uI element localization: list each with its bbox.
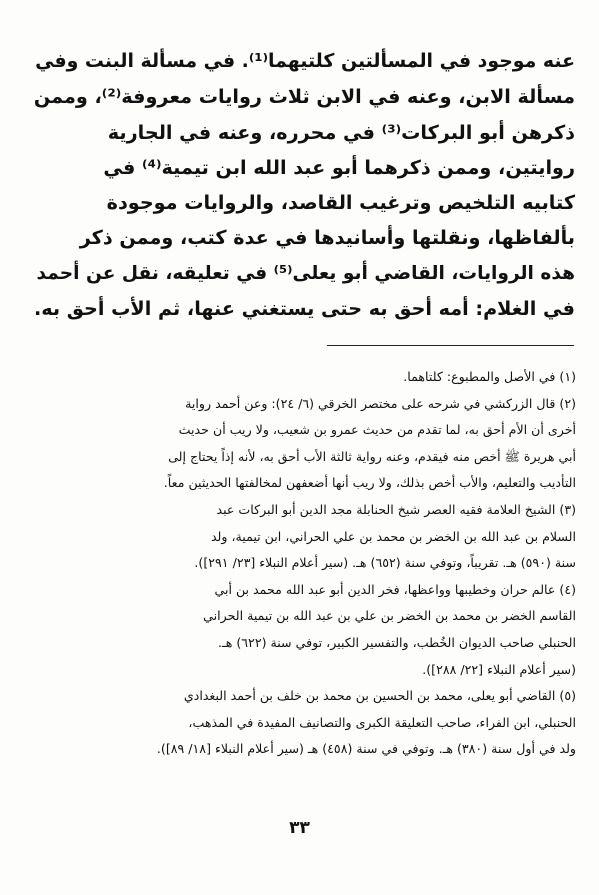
- footnote-line: الحنبلي، ابن الفراء، صاحب التعليقة الكبرى والتصانيف المفيدة في المذهب،: [188, 714, 576, 730]
- body-line: مسألة الابن، وعنه في الابن ثلاث روايات معروفة⁽²⁾، وممن: [33, 85, 575, 109]
- footnote-line: القاسم الخضر بن محمد بن الخضر بن علي بن عبد الله بن تيمية الحراني: [203, 608, 576, 624]
- footnote-line: (سير أعلام النبلاء [٢٢/ ٢٨٨]).: [422, 661, 576, 677]
- footnote-line: (١) في الأصل والمطبوع: كلتاهما.: [403, 369, 576, 384]
- body-line: بألفاظها، ونقلتها وأسانيدها في عدة كتب، وممن ذكر: [79, 226, 575, 250]
- footnote-line: الحنبلي صاحب الديوان الخُطب، والتفسير الكبير، توفي سنة (٦٢٢) هـ.: [218, 634, 576, 650]
- footnote-line: (٢) قال الزركشي في شرحه على مختصر الخرقي (٦/ ٢٤): وعن أحمد رواية: [185, 395, 576, 411]
- body-line: كتابيه التلخيص وترغيب القاصد، والروايات موجودة: [106, 191, 575, 215]
- footnote-line: ولد في أول سنة (٣٨٠) هـ. وتوفي في سنة (٤٥٨) هـ (سير أعلام النبلاء [١٨/ ٨٩]).: [156, 741, 576, 757]
- main-body-text: [30, 44, 575, 326]
- footnote-line: (٥) القاضي أبو يعلى، محمد بن الحسين بن محمد بن خلف بن أحمد البغدادي: [183, 688, 576, 704]
- footnote-line: السلام بن عبد الله بن الخضر بن محمد بن علي الحراني، ابن تيمية، ولد: [210, 528, 576, 544]
- body-line: روايتين، وممن ذكرهما أبو عبد الله ابن تيمية⁽⁴⁾ في: [103, 155, 575, 179]
- footnote-line: (٤) عالم حران وخطيبها وواعظها، فخر الدين أبو عبد الله محمد بن أبي: [214, 581, 576, 597]
- footnote-line: سنة (٥٩٠) هـ. تقريباً، وتوفي سنة (٦٥٢) هـ. (سير أعلام النبلاء [٢٣/ ٢٩١]).: [194, 555, 576, 571]
- footnote-separator: [327, 345, 574, 346]
- footnote-line: التأديب والتعليم، والأب أخص بذلك، ولا ريب أنها أضعفهن لمخالفتها الحديثين معاً.: [163, 475, 576, 491]
- footnote-line: (٣) الشيخ العلامة فقيه العصر شيخ الحنابلة مجد الدين أبو البركات عبد: [216, 501, 576, 517]
- page-number: ٣٣: [289, 818, 310, 838]
- body-line: هذه الروايات، القاضي أبو يعلى⁽⁵⁾ في تعليقه، نقل عن أحمد: [36, 262, 575, 284]
- footnotes: [28, 364, 576, 763]
- footnote-line: أخرى أن الأم أحق به، لما تقدم من حديث عمرو بن شعيب، ولا ريب أن حديث: [178, 422, 576, 438]
- body-line: عنه موجود في المسألتين كلتيهما⁽¹⁾. في مسألة البنت وفي: [35, 50, 575, 72]
- body-line: في الغلام: أمه أحق به حتى يستغني عنها، ثم الأب أحق به.: [33, 297, 575, 321]
- footnote-line: أبي هريرة ﷺ أخص منه فيقدم، وعنه رواية ثالثة الأب أحق به، لأنه إذاً يحتاج إلى: [168, 448, 576, 464]
- body-line: ذكرهن أبو البركات⁽³⁾ في محرره، وعنه في الجارية: [107, 120, 575, 144]
